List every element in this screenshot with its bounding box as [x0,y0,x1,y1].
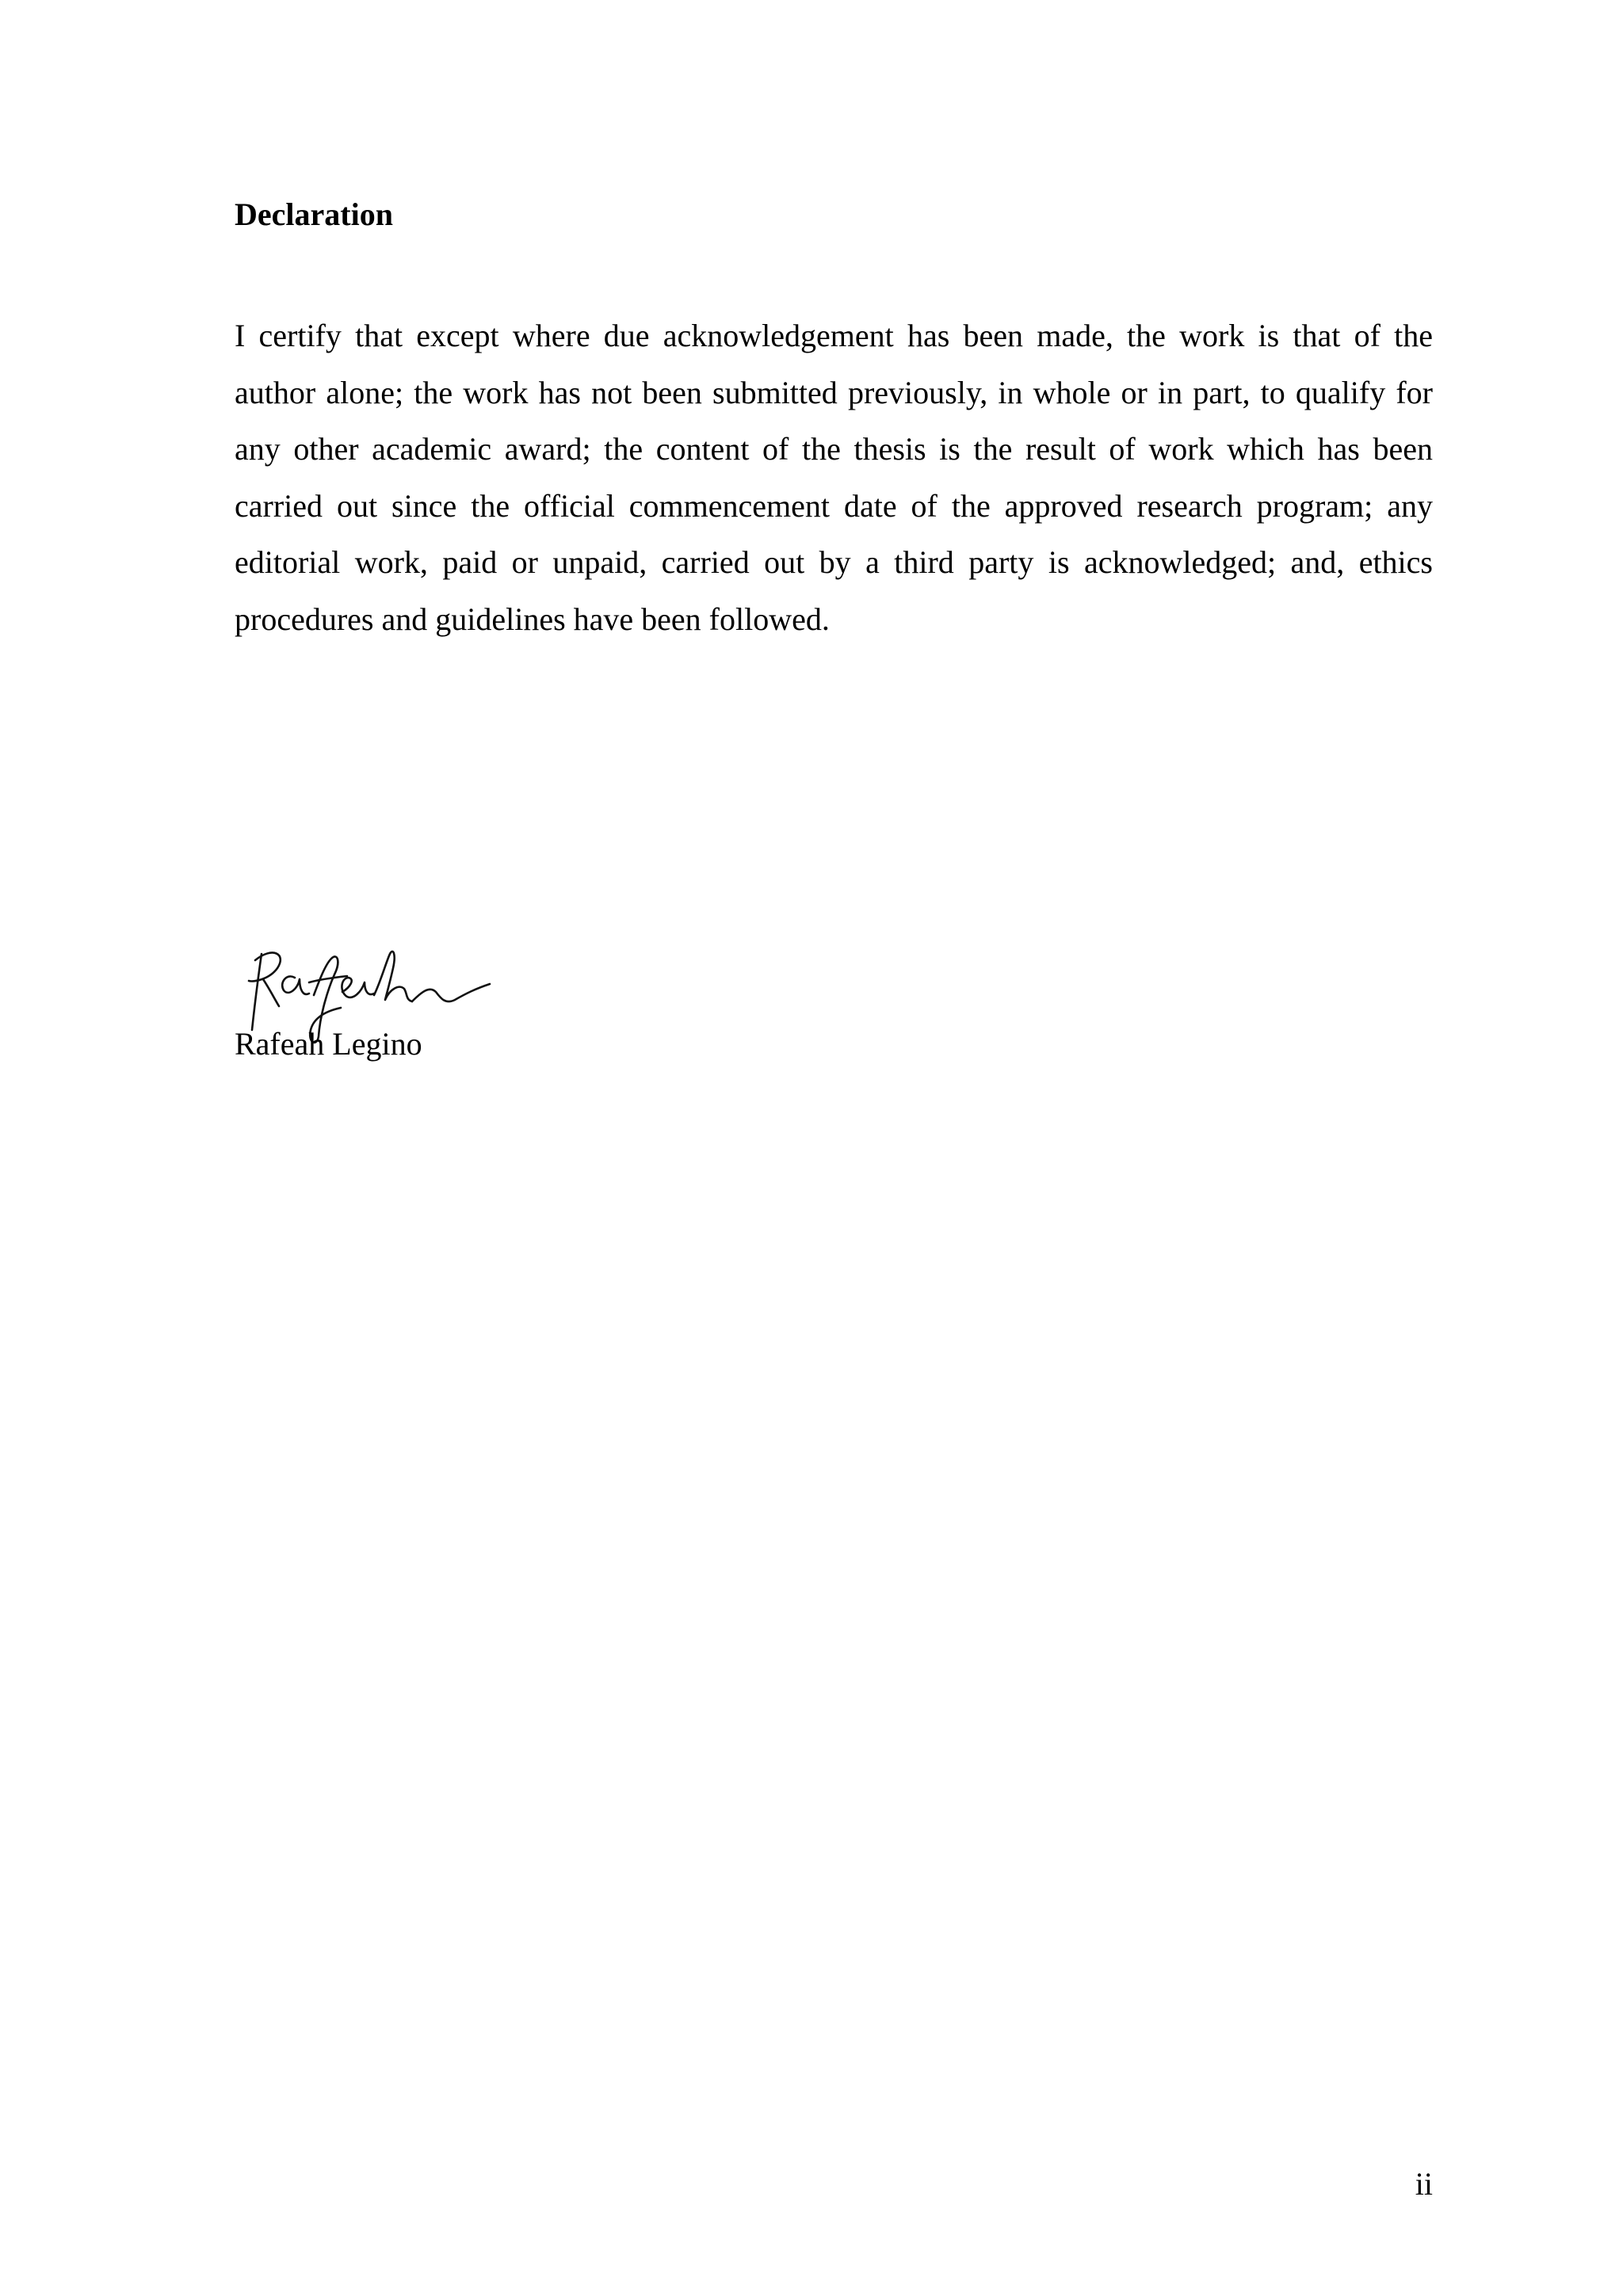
declaration-heading: Declaration [235,196,393,232]
signer-name: Rafeah Legino [235,1026,422,1062]
page-number: ii [1415,2166,1433,2202]
declaration-text: I certify that except where due acknowledgement has been made, the work is that of the author alone; the work has not been submitted previously, in whole or in part, to qualify for any other academic award; the content of the thesis is the result of work which has been carried out since the official commencement date of the approved research program; any editorial work, paid or unpaid, carried out by a third party is acknowledged; and, ethics procedures and guidelines have been followed. [235,318,1433,637]
